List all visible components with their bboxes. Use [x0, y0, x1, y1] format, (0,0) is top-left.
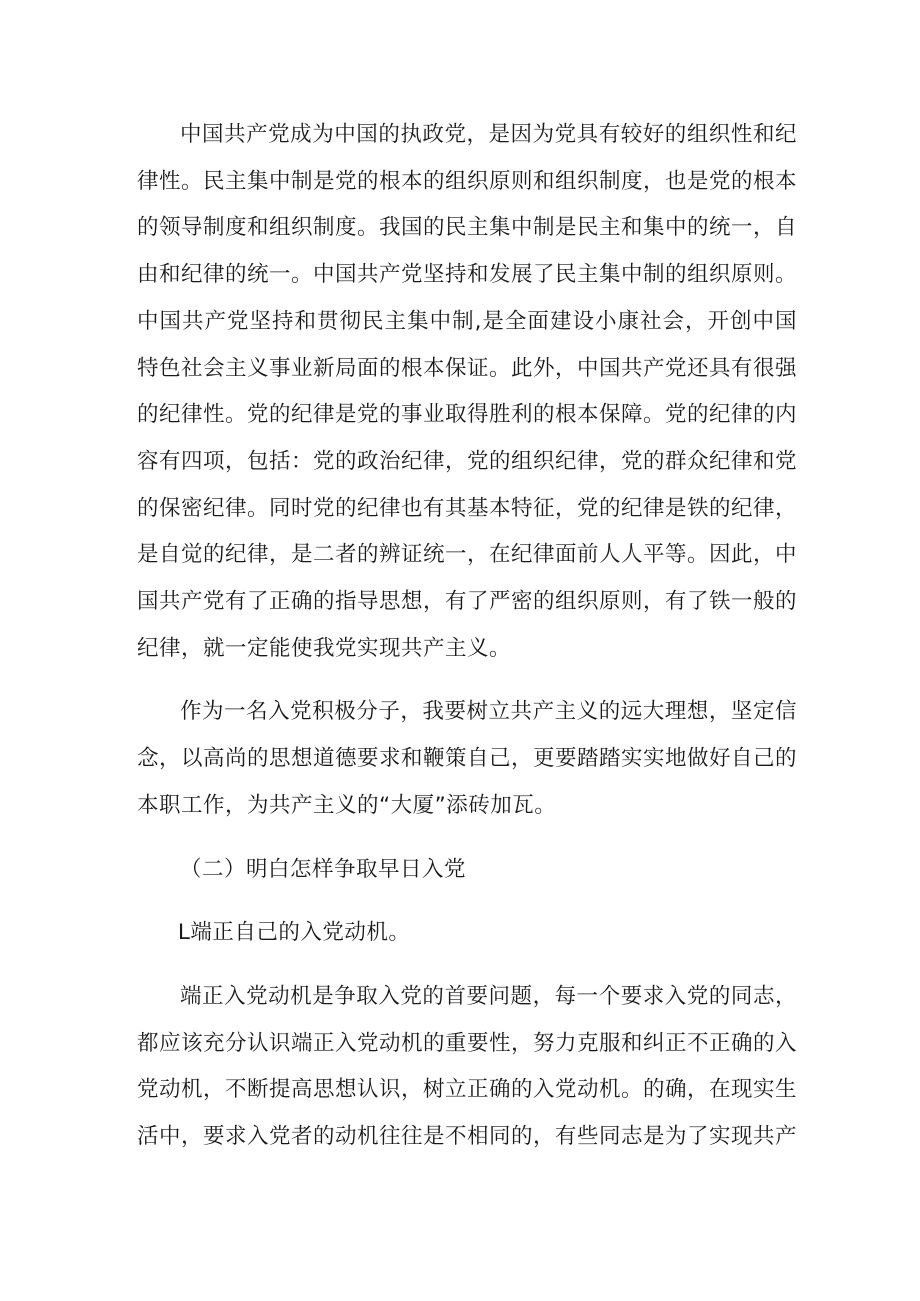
paragraph-spacer	[137, 672, 797, 689]
document-body	[137, 112, 797, 1161]
subsection-heading: L端正自己的入党动机。	[177, 920, 411, 946]
paragraph-activist-resolve: 作为一名入党积极分子，我要树立共产主义的远大理想，坚定信念，以高尚的思想道德要求和鞭策自己，更要踏踏实实地做好自己的本职工作，为共产主义的“大厦”添砖加瓦。	[137, 699, 798, 818]
section-heading: （二）明白怎样争取早日入党	[180, 856, 467, 882]
paragraph-spacer	[137, 893, 797, 910]
paragraph-motivation: 端正入党动机是争取入党的首要问题，每一个要求入党的同志，都应该充分认识端正入党动机的重要性，努力克服和纠正不正确的入党动机，不断提高思想认识，树立正确的入党动机。的确，在现实生活中，要求入党者的动机往往是不相同的，有些同志是为了实现共产	[137, 983, 798, 1150]
paragraph-spacer	[137, 957, 797, 974]
paragraph-spacer	[137, 830, 797, 847]
paragraph-party-discipline: 中国共产党成为中国的执政党，是因为党具有较好的组织性和纪律性。民主集中制是党的根本的组织原则和组织制度，也是党的根本的领导制度和组织制度。我国的民主集中制是民主和集中的统一，自由和纪律的统一。中国共产党坚持和发展了民主集中制的组织原则。中国共产党坚持和贯彻民主集中制,是全面建设小康社会，开创中国特色社会主义事业新局面的根本保证。此外，中国共产党还具有很强的纪律性。党的纪律是党的事业取得胜利的根本保障。党的纪律的内容有四项，包括：党的政治纪律，党的组织纪律，党的群众纪律和党的保密纪律。同时党的纪律也有其基本特征，党的纪律是铁的纪律，是自觉的纪律，是二者的辨证统一，在纪律面前人人平等。因此，中国共产党有了正确的指导思想，有了严密的组织原则，有了铁一般的纪律，就一定能使我党实现共产主义。	[137, 122, 798, 661]
